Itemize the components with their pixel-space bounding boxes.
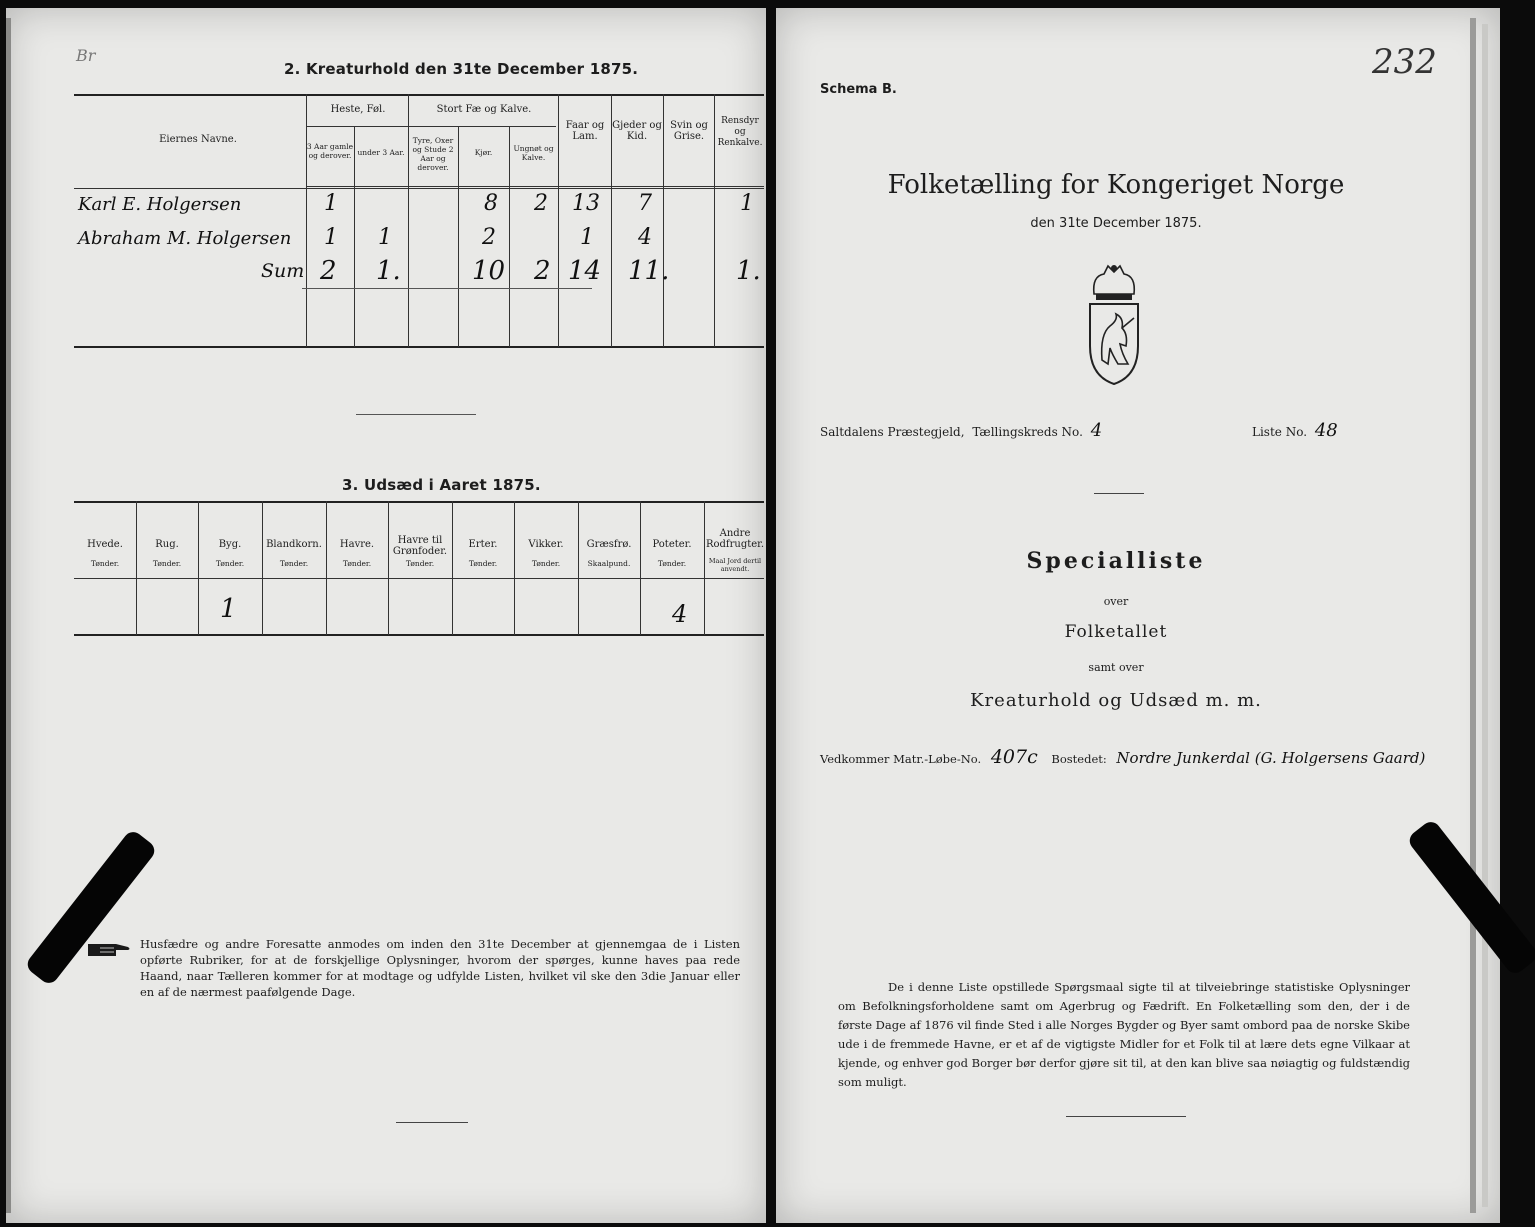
sum-kjor: 10	[472, 256, 506, 286]
col-owner: Eiernes Navne.	[159, 134, 237, 145]
owner-name: Karl E. Holgersen	[78, 194, 242, 215]
udsaed-col-unit: Tønder.	[279, 559, 309, 568]
document-title: Folketælling for Kongeriget Norge	[887, 170, 1345, 200]
group-stort: Stort Fæ og Kalve.	[436, 104, 532, 115]
cell-kjor: 8	[484, 191, 498, 216]
udsaed-col-unit: Tønder.	[342, 559, 372, 568]
udsaed-col-name: Poteter.	[652, 539, 692, 550]
krets-label: Tællingskreds No.	[972, 425, 1083, 439]
document-date: den 31te December 1875.	[1030, 216, 1202, 231]
right-page	[776, 8, 1500, 1223]
cell-faar: 1	[580, 225, 594, 250]
over-label: over	[1103, 595, 1129, 608]
samt-over-label: samt over	[1088, 661, 1144, 674]
udsaed-col-unit: Tønder.	[657, 559, 687, 568]
liste-value: 48	[1314, 420, 1338, 441]
udsaed-col-name: Havre til Grønfoder.	[392, 535, 448, 557]
matr-line	[820, 746, 1425, 768]
col-gjeder: Gjeder og Kid.	[612, 120, 662, 142]
pointing-hand-icon	[86, 938, 132, 960]
udsaed-col-name: Erter.	[468, 539, 498, 550]
intro-paragraph: De i denne Liste opstillede Spørgsmaal sigte til at tilveiebringe statistiske Oplysninger om Befolkningsforholdene samt om Agerbrug og Fædrift. En Folketælling som den, der i de første Dage af 1876 vil finde Sted i alle Norges Bygder og Byer samt ombord paa de norske Skibe ude i de fremmede Havne, er et af de vigtigste Midler for et Folk til at lære dets egne Vilkaar at kjende, og enhver god Borger bør derfor gjøre sit til, at den kan blive saa nøiagtig og fuldstændig som muligt.	[838, 980, 1410, 1089]
sum-ungnot: 2	[534, 256, 551, 286]
udsaed-col-unit: Tønder.	[531, 559, 561, 568]
matr-label: Vedkommer Matr.-Løbe-No.	[820, 752, 982, 766]
cell-heste-old: 1	[324, 191, 338, 216]
udsaed-col-name: Rug.	[155, 539, 179, 550]
liste-line	[1252, 420, 1338, 441]
sum-heste-old: 2	[320, 256, 337, 286]
special-title: Specialliste	[1026, 548, 1206, 574]
col-rensdyr: Rensdyr og Renkalve.	[717, 116, 763, 148]
sum-heste-young: 1.	[376, 256, 401, 286]
udsaed-col-name: Byg.	[218, 539, 242, 550]
udsaed-col-name: Blandkorn.	[266, 539, 322, 550]
cell-rensdyr: 1	[740, 191, 754, 216]
divider	[1094, 493, 1144, 494]
bosted-label: Bostedet:	[1051, 752, 1107, 766]
col-heste-old: 3 Aar gamle og derover.	[306, 142, 354, 160]
col-faar: Faar og Lam.	[565, 120, 605, 142]
udsaed-col-unit: Tønder.	[405, 559, 435, 568]
liste-label: Liste No.	[1252, 425, 1308, 439]
cell-heste-old: 1	[324, 225, 338, 250]
matr-value: 407c	[990, 746, 1038, 768]
left-page	[6, 8, 766, 1223]
cell-gjeder: 4	[638, 225, 652, 250]
sum-faar: 14	[568, 256, 602, 286]
folio-number: 232	[1372, 42, 1437, 82]
section3-title: 3. Udsæd i Aaret 1875.	[342, 476, 541, 494]
udsaed-col-name: Andre Rodfrugter.	[705, 528, 765, 550]
page-edge	[1482, 24, 1488, 1207]
owner-name: Abraham M. Holgersen	[78, 228, 292, 249]
page-edge	[6, 18, 11, 1213]
divider	[356, 414, 476, 415]
udsaed-col-unit: Tønder.	[90, 559, 120, 568]
district-line	[820, 420, 1102, 441]
notice-text: Husfædre og andre Foresatte anmodes om inden den 31te December at gjennemgaa de i Listen opførte Rubriker, for at de forskjellige Oplysninger, hvorom der spørges, kunne haves paa rede Haand, naar Tælleren kommer for at modtage og udfylde Listen, hvilket vil ske den 3die Januar eller en af de nærmest paafølgende Dage.	[140, 937, 740, 999]
sum-gjeder: 11.	[628, 256, 670, 286]
udsaed-byg-value: 1	[220, 594, 237, 624]
udsaed-col-name: Græsfrø.	[586, 539, 632, 550]
krets-value: 4	[1090, 420, 1103, 441]
divider	[396, 1122, 468, 1123]
schema-label: Schema B.	[820, 82, 897, 97]
coat-of-arms-icon	[1082, 264, 1146, 388]
folketallet-label: Folketallet	[1064, 622, 1168, 642]
cell-ungnot: 2	[534, 191, 548, 216]
cell-heste-young: 1	[378, 225, 392, 250]
cell-kjor: 2	[482, 225, 496, 250]
udsaed-col-unit: Tønder.	[468, 559, 498, 568]
col-ungnot: Ungnøt og Kalve.	[513, 144, 554, 162]
udsaed-col-unit: Tønder.	[152, 559, 182, 568]
divider	[1066, 1116, 1186, 1117]
udsaed-col-name: Hvede.	[87, 539, 123, 550]
cell-gjeder: 7	[638, 191, 652, 216]
col-tyre: Tyre, Oxer og Stude 2 Aar og derover.	[412, 136, 454, 172]
sum-rensdyr: 1.	[736, 256, 761, 286]
col-kjor: Kjør.	[474, 148, 493, 157]
udsaed-col-name: Vikker.	[528, 539, 564, 550]
group-heste: Heste, Føl.	[330, 104, 386, 115]
section2-title: 2. Kreaturhold den 31te December 1875.	[284, 60, 639, 78]
page-edge	[1470, 18, 1476, 1213]
udsaed-col-unit: Tønder.	[215, 559, 245, 568]
sum-label: Sum	[261, 260, 305, 282]
udsaed-col-name: Havre.	[339, 539, 375, 550]
udsaed-poteter-value: 4	[672, 600, 688, 628]
col-heste-young: under 3 Aar.	[357, 148, 405, 157]
bosted-value: Nordre Junkerdal (G. Holgersens Gaard)	[1116, 749, 1426, 767]
corner-mark: Br	[76, 46, 96, 65]
kreatur-label: Kreaturhold og Udsæd m. m.	[970, 690, 1262, 711]
sum-underline	[302, 288, 592, 289]
udsaed-col-unit: Skaalpund.	[587, 559, 631, 568]
district-label: Saltdalens Præstegjeld,	[820, 425, 965, 439]
cell-faar: 13	[572, 191, 600, 216]
udsaed-col-unit: Maal Jord dertil anvendt.	[708, 557, 762, 573]
col-svin: Svin og Grise.	[670, 120, 708, 142]
